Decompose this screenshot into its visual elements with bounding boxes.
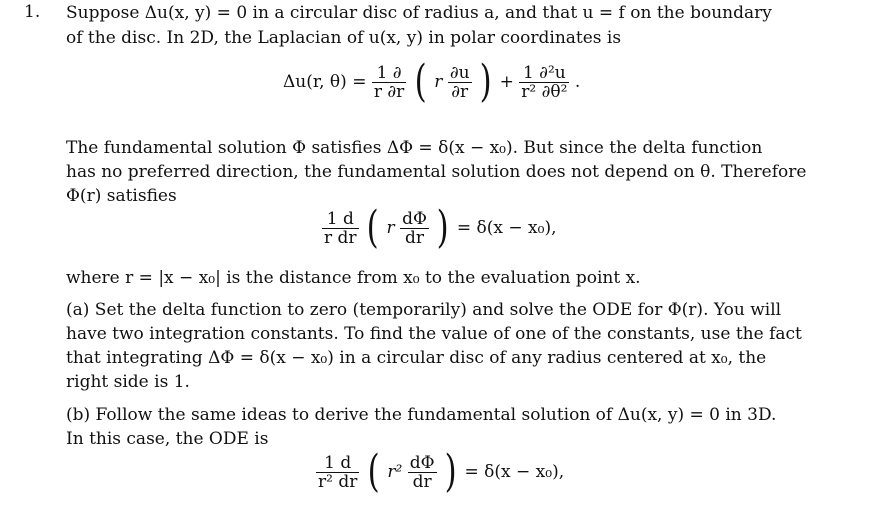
ode-2d-equation [322,202,557,253]
eq2-close-paren: ) [436,202,449,253]
eq2-rhs: = δ(x − x₀), [456,218,557,238]
eq1-r: r [434,72,443,92]
eq2-f2-den: dr [404,227,424,248]
eq1-f2-num: ∂u [449,62,470,83]
eq1-f3-den: r² ∂θ² [521,81,568,102]
eq3-open-paren: ( [367,446,380,497]
eq2-f1-num: 1 d [322,210,359,229]
eq1-f3-num: 1 ∂²u [519,64,569,83]
fundamental-line-2: has no preferred direction, the fundamental solution does not depend on θ. Therefore [66,162,807,182]
part-b-line-1: (b) Follow the same ideas to derive the fundamental solution of Δu(x, y) = 0 in 3D. [66,405,777,425]
distance-definition-line: where r = |x − x₀| is the distance from x₀ to the evaluation point x. [66,268,641,288]
eq3-f2-num: dΦ [409,452,435,473]
eq2-f1-den: r dr [324,227,357,248]
eq3-fraction-2 [408,454,437,491]
fundamental-line-3: Φ(r) satisfies [66,186,177,206]
eq1-period: . [574,72,581,92]
problem-number: 1. [24,2,41,22]
eq3-f2-den: dr [412,471,432,492]
eq1-f1-num: 1 ∂ [372,64,406,83]
part-a-line-2: have two integration constants. To find the value of one of the constants, use the fact [66,324,802,344]
laplacian-polar-equation [283,56,581,107]
eq2-f2-num: dΦ [402,208,427,229]
part-a-line-4: right side is 1. [66,372,190,392]
eq2-open-paren: ( [366,202,379,253]
eq1-fraction-2 [448,64,472,101]
ode-3d-equation [316,446,565,497]
eq1-plus: + [499,72,514,92]
eq1-f2-den: ∂r [451,81,469,102]
eq1-f1-den: r ∂r [373,81,405,102]
eq2-fraction-1 [322,210,359,247]
part-b-line-2: In this case, the ODE is [66,429,269,449]
eq1-open-paren: ( [414,56,427,107]
eq3-r: r² [387,462,403,482]
eq1-lhs: Δu(r, θ) = [283,72,367,92]
eq1-fraction-3 [519,64,569,101]
eq1-fraction-1 [372,64,406,101]
part-a-line-3: that integrating ΔΦ = δ(x − x₀) in a circular disc of any radius centered at x₀, the [66,348,767,368]
intro-line-2: of the disc. In 2D, the Laplacian of u(x, y) in polar coordinates is [66,28,622,48]
eq3-close-paren: ) [444,446,457,497]
eq3-fraction-1 [316,454,359,491]
intro-line-1: Suppose Δu(x, y) = 0 in a circular disc of radius a, and that u = f on the boundary [66,3,772,23]
part-a-line-1: (a) Set the delta function to zero (temporarily) and solve the ODE for Φ(r). You will [66,300,782,320]
eq3-rhs: = δ(x − x₀), [464,462,565,482]
eq1-close-paren: ) [479,56,492,107]
eq3-f1-den: r² dr [318,471,358,492]
eq2-fraction-2 [400,210,429,247]
fundamental-line-1: The fundamental solution Φ satisfies ΔΦ = δ(x − x₀). But since the delta function [66,138,763,158]
eq3-f1-num: 1 d [316,454,359,473]
eq2-r: r [386,218,395,238]
